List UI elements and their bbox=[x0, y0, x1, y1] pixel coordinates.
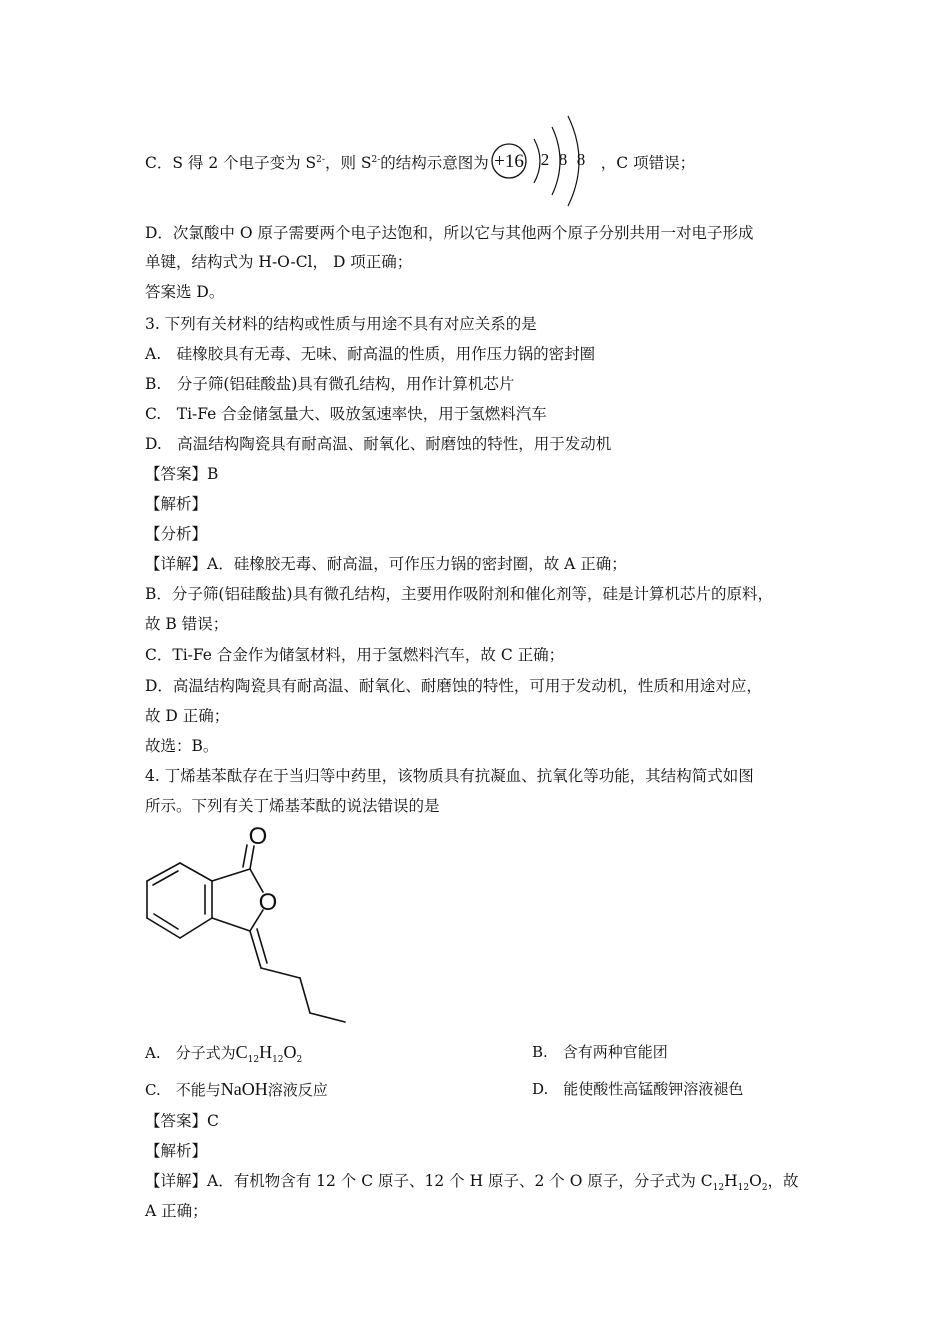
shell-1-electrons: 2 bbox=[540, 150, 550, 169]
question-3: 3. 下列有关材料的结构或性质与用途不具有对应关系的是 bbox=[145, 315, 537, 333]
question-4-option-d: D. 能使酸性高锰酸钾溶液褪色 bbox=[532, 1080, 744, 1098]
question-3-detail-a: 【详解】A．硅橡胶无毒、耐高温，可作压力锅的密封圈，故 A 正确； bbox=[145, 555, 627, 573]
answer-select-d: 答案选 D。 bbox=[145, 283, 225, 301]
question-4-analysis-heading: 【解析】 bbox=[145, 1142, 208, 1160]
option-d-explanation-line2: 单键，结构式为 H-O-Cl， D 项正确； bbox=[145, 253, 413, 271]
question-3-option-c: C. Ti-Fe 合金储氢量大、吸放氢速率快，用于氢燃料汽车 bbox=[145, 405, 547, 423]
question-4-detail-a-line2: A 正确； bbox=[145, 1202, 208, 1220]
question-4-line1: 4. 丁烯基苯酞存在于当归等中药里，该物质具有抗凝血、抗氧化等功能，其结构简式如图 bbox=[145, 767, 754, 785]
question-3-fenxi-heading: 【分析】 bbox=[145, 525, 208, 543]
question-4-option-b: B. 含有两种官能团 bbox=[532, 1043, 668, 1061]
question-4-option-c: C. 不能与NaOH溶液反应 bbox=[145, 1079, 328, 1099]
question-3-answer: 【答案】B bbox=[145, 465, 219, 483]
question-4-detail-a-line1: 【详解】A．有机物含有 12 个 C 原子、12 个 H 原子、2 个 O 原子，分子式为 $C_{12}H_{12}O_2$，故 bbox=[145, 1172, 799, 1194]
question-3-analysis-heading: 【解析】 bbox=[145, 495, 208, 513]
sulfide-ion-structure-diagram bbox=[490, 112, 600, 207]
butylidene-phthalide-structure bbox=[140, 820, 360, 1030]
question-3-detail-d-line1: D．高温结构陶瓷具有耐高温、耐氧化、耐磨蚀的特性，可用于发动机，性质和用途对应， bbox=[145, 677, 762, 695]
question-3-option-a: A. 硅橡胶具有无毒、无味、耐高温的性质，用作压力锅的密封圈 bbox=[145, 345, 596, 363]
question-3-detail-b-line1: B．分子筛(铝硅酸盐)具有微孔结构，主要用作吸附剂和催化剂等，硅是计算机芯片的原料， bbox=[145, 585, 773, 603]
question-4-line2: 所示。下列有关丁烯基苯酞的说法错误的是 bbox=[145, 797, 440, 815]
shell-2-electrons: 8 bbox=[558, 150, 568, 169]
option-c-explanation: C．S 得 2 个电子变为 $S^{2-}$，则 $S^{2-}$的结构示意图为 ，C 项错误； bbox=[145, 154, 696, 172]
carbonyl-oxygen-label: O bbox=[248, 823, 268, 850]
question-3-detail-b-line2: 故 B 错误； bbox=[145, 615, 229, 633]
question-3-option-b: B. 分子筛(铝硅酸盐)具有微孔结构，用作计算机芯片 bbox=[145, 375, 515, 393]
question-4-answer: 【答案】C bbox=[145, 1112, 219, 1130]
option-d-explanation-line1: D．次氯酸中 O 原子需要两个电子达饱和，所以它与其他两个原子分别共用一对电子形成 bbox=[145, 224, 754, 242]
nucleus-charge: +16 bbox=[494, 151, 524, 172]
question-3-detail-d-line2: 故 D 正确； bbox=[145, 707, 230, 725]
question-3-detail-c: C．Ti-Fe 合金作为储氢材料，用于氢燃料汽车，故 C 正确； bbox=[145, 646, 565, 664]
question-4-option-a: A. 分子式为$C_{12}H_{12}O_2$ bbox=[145, 1042, 303, 1065]
question-3-option-d: D. 高温结构陶瓷具有耐高温、耐氧化、耐磨蚀的特性，用于发动机 bbox=[145, 435, 612, 453]
ring-oxygen-label: O bbox=[258, 889, 278, 916]
shell-3-electrons: 8 bbox=[576, 150, 586, 169]
question-3-conclusion: 故选：B。 bbox=[145, 737, 219, 755]
